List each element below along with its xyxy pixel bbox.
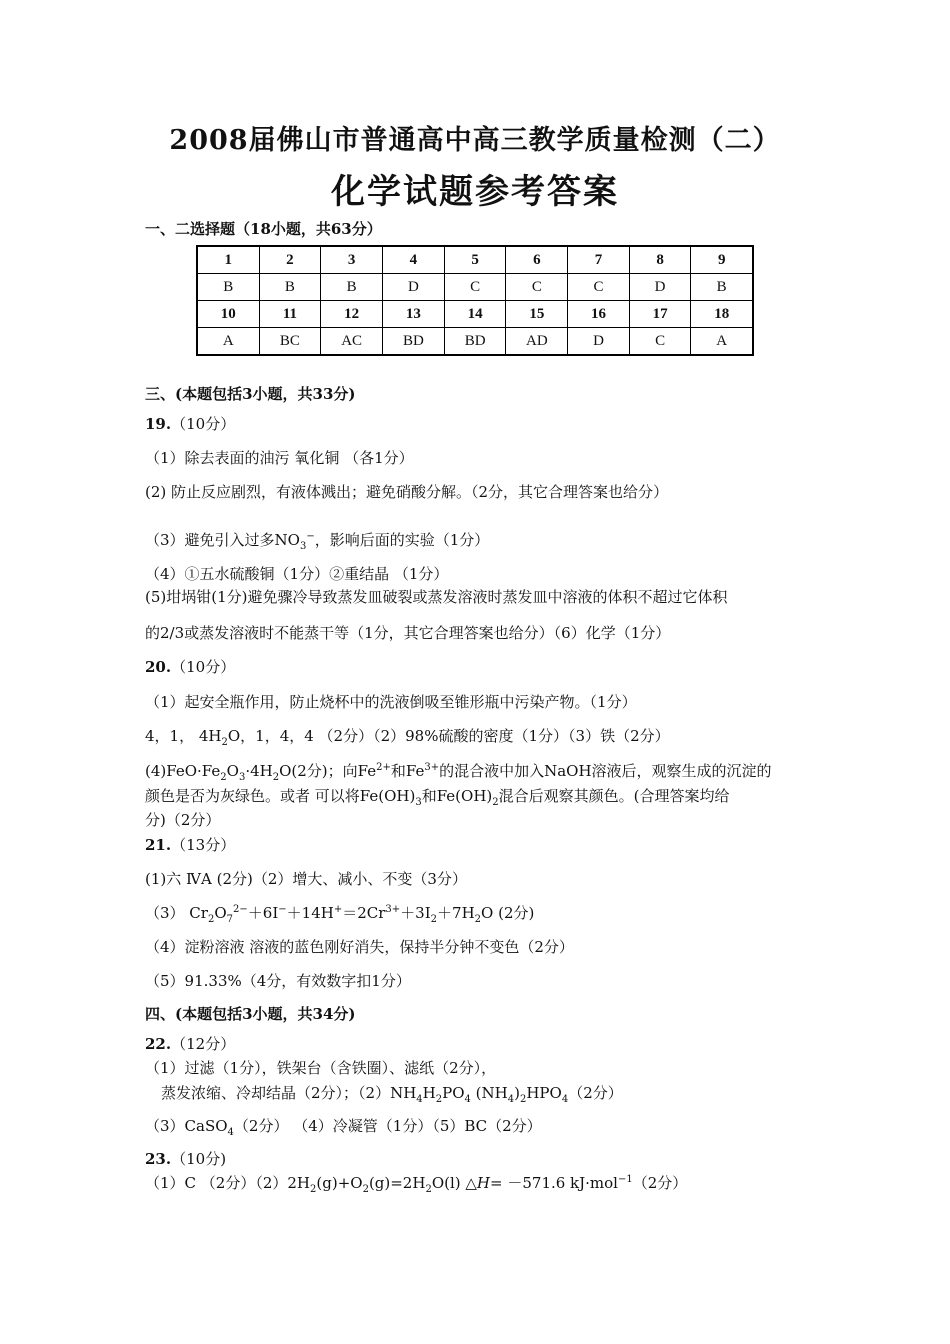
q20-heading	[145, 657, 235, 677]
q22-number: 22.	[145, 1035, 172, 1053]
q19-line-2: (2) 防止反应剧烈，有液体溅出；避免硝酸分解。（2分，其它合理答案也给分）	[145, 483, 669, 501]
document-title: 2008届佛山市普通高中高三教学质量检测（二）	[169, 125, 781, 156]
q21-heading	[145, 835, 235, 855]
question-number: 3	[321, 246, 383, 274]
q23-line-1: （1）C （2分）$(2)2H_2(g)+O_2(g)=2H_2O(l)$ △H= －571.6 kJ·mol$^{-1}$（2分）	[145, 1174, 688, 1195]
q19-line-4: （4）①五水硫酸铜（1分）②重结晶 （1分）	[145, 565, 449, 583]
q21-line-3: （4）淀粉溶液 溶液的蓝色刚好消失，保持半分钟不变色（2分）	[145, 938, 574, 956]
section-1-heading: 一、二选择题（18小题，共63分）	[145, 220, 382, 238]
q20-score: （10分）	[171, 658, 236, 676]
answer-cell: B	[259, 274, 321, 301]
q21-line-4: （5）91.33%（4分，有效数字扣1分）	[145, 972, 411, 990]
question-number: 17	[629, 301, 691, 328]
answer-cell: A	[197, 328, 259, 356]
q20-line-1: （1）起安全瓶作用，防止烧杯中的洗液倒吸至锥形瓶中污染产物。（1分）	[145, 693, 637, 711]
q22-score: （12分）	[171, 1035, 236, 1053]
q23-number: 23.	[145, 1150, 172, 1168]
question-number: 2	[259, 246, 321, 274]
answer-cell: C	[629, 328, 691, 356]
answer-table	[196, 245, 754, 356]
q20-line-2: 4，1， $4H_2O$，1，4，4 （2分）（2）98%硫酸的密度（1分）（3）铁（2分）	[145, 727, 670, 748]
question-number: 7	[568, 246, 630, 274]
answer-cell: A	[691, 328, 753, 356]
table-row	[197, 246, 753, 274]
q19-number: 19.	[145, 415, 172, 433]
q19-line-5: (5)坩埚钳(1分)避免骤冷导致蒸发皿破裂或蒸发溶液时蒸发皿中溶液的体积不超过它体积	[145, 588, 728, 606]
q23-score: （10分)	[171, 1150, 227, 1168]
q20-line-3: $(4)FeO\cdot Fe_2O_3\cdot 4H_2O(2$分)；向$Fe^{2+}$和$Fe^{3+}$的混合液中加入NaOH溶液后，观察生成的沉淀的	[145, 762, 772, 783]
q21-number: 21.	[145, 836, 172, 854]
question-number: 12	[321, 301, 383, 328]
q22-heading	[145, 1034, 235, 1054]
question-number: 16	[568, 301, 630, 328]
answer-cell: B	[197, 274, 259, 301]
section-3-heading: 三、(本题包括3小题，共33分)	[145, 385, 356, 403]
answer-cell: D	[568, 328, 630, 356]
answer-cell: B	[321, 274, 383, 301]
answer-cell: D	[383, 274, 445, 301]
section-4-heading: 四、(本题包括3小题，共34分)	[145, 1005, 356, 1023]
answer-cell: C	[568, 274, 630, 301]
question-number: 5	[444, 246, 506, 274]
table-row	[197, 328, 753, 356]
answer-cell: C	[444, 274, 506, 301]
q20-number: 20.	[145, 658, 172, 676]
q19-line-1: （1）除去表面的油污 氧化铜 （各1分）	[145, 449, 414, 467]
q20-line-5: 分)（2分）	[145, 811, 221, 829]
q22-line-1: （1）过滤（1分），铁架台（含铁圈）、滤纸（2分），	[145, 1059, 497, 1077]
question-number: 13	[383, 301, 445, 328]
q19-heading	[145, 414, 235, 434]
question-number: 6	[506, 246, 568, 274]
question-number: 15	[506, 301, 568, 328]
answer-cell: BD	[383, 328, 445, 356]
q22-line-3: （3）CaSO$_4$（2分） （4）冷凝管（1分）（5）BC（2分）	[145, 1117, 542, 1138]
q21-score: （13分）	[171, 836, 236, 854]
question-number: 14	[444, 301, 506, 328]
question-number: 11	[259, 301, 321, 328]
q23-heading	[145, 1149, 226, 1169]
document-subtitle: 化学试题参考答案	[331, 172, 619, 212]
question-number: 9	[691, 246, 753, 274]
q19-line-6: 的2/3或蒸发溶液时不能蒸干等（1分，其它合理答案也给分）（6）化学（1分）	[145, 624, 671, 642]
answer-cell: AD	[506, 328, 568, 356]
question-number: 10	[197, 301, 259, 328]
question-number: 18	[691, 301, 753, 328]
answer-cell: B	[691, 274, 753, 301]
q19-line-3: （3）避免引入过多$NO_3^-$，影响后面的实验（1分）	[145, 531, 490, 552]
question-number: 4	[383, 246, 445, 274]
q21-line-2: （3） $Cr_2O_7^{2-}+6I^-+14H^+=2Cr^{3+}+3I_2+7H_2O$ (2分)	[145, 904, 535, 925]
q21-line-1: (1)六 ⅣA (2分)（2）增大、减小、不变（3分）	[145, 870, 467, 888]
answer-cell: AC	[321, 328, 383, 356]
q22-line-2: 蒸发浓缩、冷却结晶（2分）；$(2)NH_4H_2PO_4$ $(NH_4)_2HPO_4(2$分）	[161, 1084, 623, 1105]
answer-cell: C	[506, 274, 568, 301]
q20-line-4: 颜色是否为灰绿色。或者 可以将$Fe(OH)_3$和$Fe(OH)_2$混合后观察其颜色。(合理答案均给	[145, 787, 730, 808]
q19-score: （10分）	[171, 415, 236, 433]
table-row	[197, 301, 753, 328]
question-number: 8	[629, 246, 691, 274]
question-number: 1	[197, 246, 259, 274]
table-row	[197, 274, 753, 301]
answer-cell: BC	[259, 328, 321, 356]
answer-cell: BD	[444, 328, 506, 356]
answer-cell: D	[629, 274, 691, 301]
